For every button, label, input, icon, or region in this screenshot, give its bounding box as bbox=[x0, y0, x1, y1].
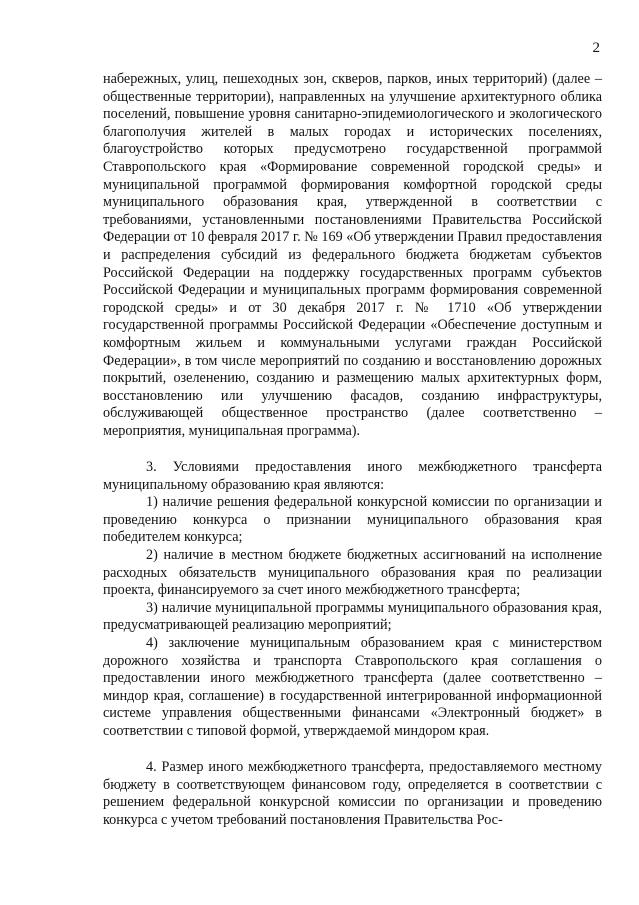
condition-item-1: 1) наличие решения федеральной конкурсной комиссии по организации и проведению конкурса о признании муниципального образования края победителем конкурса; bbox=[103, 494, 602, 546]
paragraph-conditions-intro: 3. Условиями предоставления иного межбюджетного трансферта муниципальному образованию края являются: bbox=[103, 459, 602, 493]
paragraph-continuation bbox=[103, 71, 602, 440]
condition-item-4: 4) заключение муниципальным образованием края с министерством дорожного хозяйства и транспорта Ставропольского края соглашения о предоставлении иного межбюджетного трансферта (далее соответственно – миндор края, соглашение) в государственной интегрированной информационной системе управления общественными финансами «Электронный бюджет» в соответствии с типовой формой, утверждаемой миндором края. bbox=[103, 634, 602, 739]
section-4 bbox=[103, 759, 602, 829]
condition-item-3: 3) наличие муниципальной программы муниципального образования края, предусматривающей реализацию мероприятий; bbox=[103, 599, 602, 634]
page-number: 2 bbox=[592, 40, 600, 56]
condition-item-2: 2) наличие в местном бюджете бюджетных ассигнований на исполнение расходных обязательств муниципального образования края по реализации проекта, финансируемого за счет иного межбюджетного трансферта; bbox=[103, 546, 602, 599]
section-3 bbox=[103, 459, 602, 741]
paragraph-text: набережных, улиц, пешеходных зон, скверов, парков, иных территорий) (далее – общественные территории), направленных на улучшение архитектурного облика поселений, повышение уровня санитарно-эпидемиологического и экологического благополучия жителей в малых городах и исторических поселениях, благоустройство которых предусмотрено государственной программой Ставропольского края «Формирование современной городской среды» и муниципальной программой формирования комфортной городской среды муниципального образования края, утвержденной в соответствии с требованиями, установленными постановлениями Правительства Российской Федерации от 10 февраля 2017 г. № 169 «Об утверждении Правил предоставления и распределения субсидий из федерального бюджета бюджетам субъектов Российской Федерации на поддержку государственных программ субъектов Российской Федерации и муниципальных программ формирования современной городской среды» и от 30 декабря 2017 г. № 1710 «Об утверждении государственной программы Российской Федерации «Обеспечение доступным и комфортным жильем и коммунальными услугами граждан Российской Федерации», в том числе мероприятий по созданию и восстановлению дорожных покрытий, озеленению, созданию и размещению малых архитектурных форм, восстановлению или улучшению фасадов, созданию инфраструктуры, обслуживающей общественное пространство (далее соответственно – мероприятия, муниципальная программа). bbox=[103, 71, 602, 439]
header-remnant bbox=[215, 0, 395, 5]
paragraph-transfer-size: 4. Размер иного межбюджетного трансферта, предоставляемого местному бюджету в соответствующем финансовом году, определяется в соответствии с решением федеральной конкурсной комиссии по организации и проведению конкурса с учетом требований постановления Правительства Рос- bbox=[103, 759, 602, 828]
